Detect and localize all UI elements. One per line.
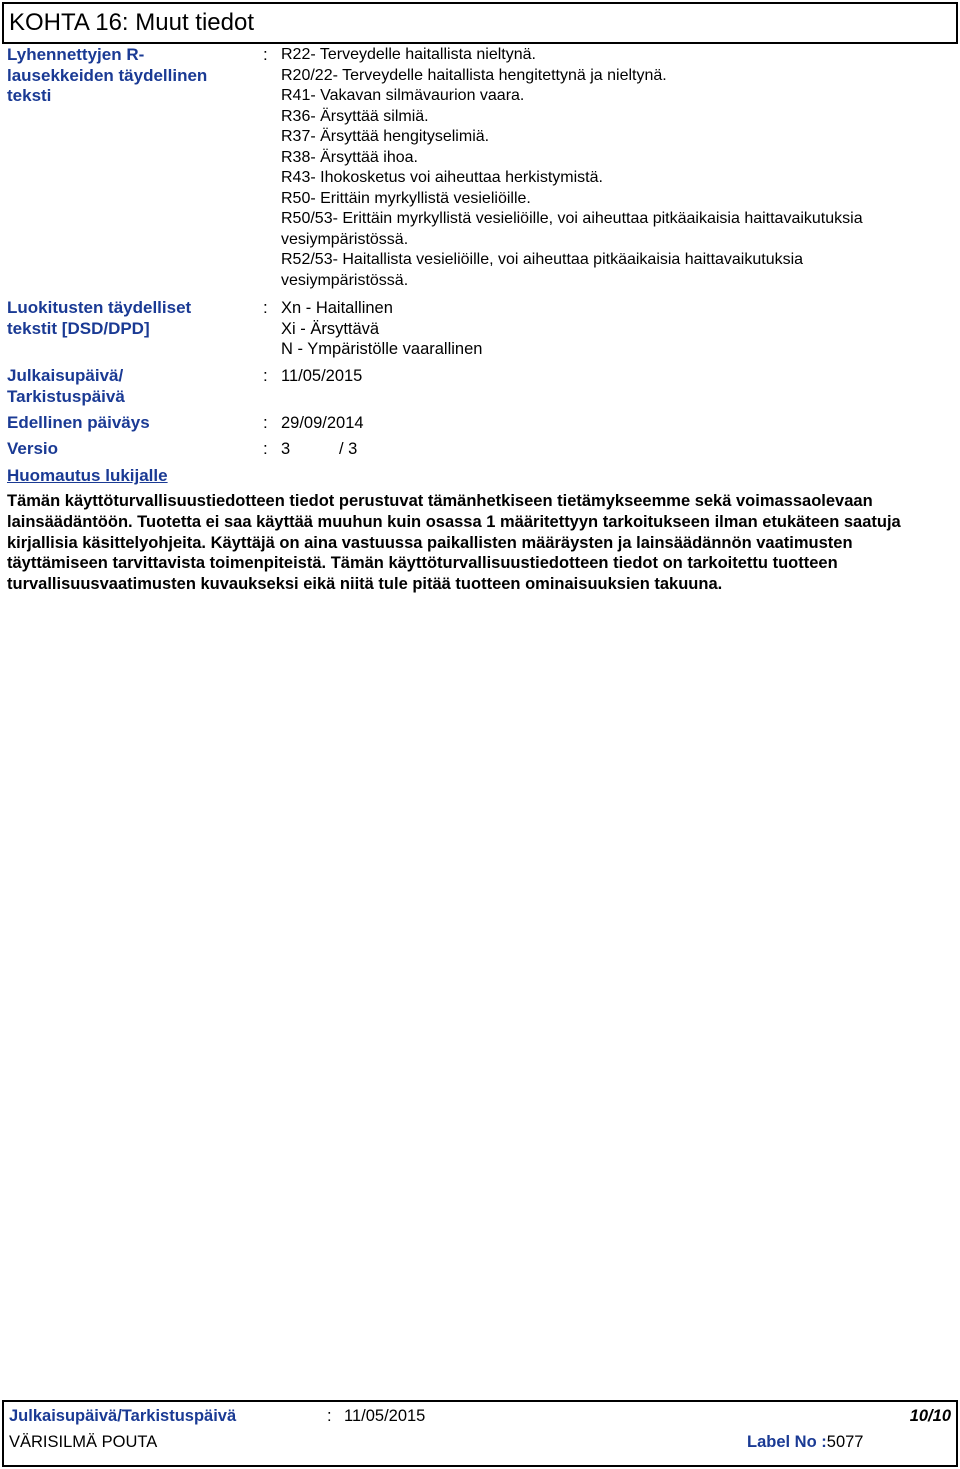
page-footer	[2, 1400, 958, 1467]
product-name: VÄRISILMÄ POUTA	[9, 1433, 158, 1451]
footer-colon: :	[327, 1407, 332, 1425]
r-phrase-line: vesiympäristössä.	[281, 271, 409, 289]
issue-date-label-line: Julkaisupäivä/	[7, 366, 124, 385]
classifications-label-line: Luokitusten täydelliset	[7, 298, 192, 317]
r-phrases-colon: :	[263, 45, 268, 64]
classifications-colon: :	[263, 298, 268, 317]
r-phrases-label	[7, 45, 247, 107]
version-label: Versio	[7, 439, 59, 458]
issue-date-colon: :	[263, 366, 268, 385]
label-number-key: Label No :	[747, 1433, 827, 1451]
label-number-value: 5077	[826, 1433, 864, 1451]
r-phrase-line: R22- Terveydelle haitallista nieltynä.	[281, 46, 536, 63]
footer-date: 11/05/2015	[344, 1407, 426, 1425]
r-phrases-label-line: Lyhennettyjen R-	[7, 45, 145, 64]
notice-to-reader-heading: Huomautus lukijalle	[7, 466, 168, 485]
r-phrase-line: R52/53- Haitallista vesieliöille, voi aiheuttaa pitkäaikaisia haittavaikutuksia	[281, 251, 804, 268]
r-phrase-line: R38- Ärsyttää ihoa.	[281, 148, 418, 166]
classifications-value	[281, 298, 941, 360]
classifications-label	[7, 298, 247, 339]
r-phrases-value	[281, 45, 941, 291]
previous-date-value: 29/09/2014	[281, 414, 364, 432]
classification-line: N - Ympäristölle vaarallinen	[281, 340, 483, 358]
issue-date-label-line: Tarkistuspäivä	[7, 386, 125, 406]
label-number	[747, 1433, 863, 1452]
classification-line: Xi - Ärsyttävä	[281, 319, 380, 338]
classifications-label-line: tekstit [DSD/DPD]	[7, 318, 150, 338]
previous-date-label: Edellinen päiväys	[7, 413, 150, 432]
footer-date-label: Julkaisupäivä/Tarkistuspäivä	[9, 1407, 237, 1425]
version-colon: :	[263, 439, 268, 458]
version-total: / 3	[339, 440, 358, 458]
r-phrase-line: R36- Ärsyttää silmiä.	[281, 107, 429, 125]
r-phrases-label-line: lausekkeiden täydellinen	[7, 65, 208, 85]
version-value: 3	[281, 440, 291, 458]
r-phrase-line: R37- Ärsyttää hengityselimiä.	[281, 128, 490, 145]
r-phrase-line: R43- Ihokosketus voi aiheuttaa herkistymistä.	[281, 169, 603, 186]
r-phrases-label-line: teksti	[7, 86, 52, 105]
r-phrase-line: R20/22- Terveydelle haitallista hengitettynä ja nieltynä.	[281, 66, 667, 84]
r-phrase-line: vesiympäristössä.	[281, 230, 409, 248]
classification-line: Xn - Haitallinen	[281, 299, 393, 317]
r-phrase-line: R50- Erittäin myrkyllistä vesieliöille.	[281, 189, 531, 207]
page-number: 10/10	[909, 1407, 951, 1425]
issue-date-label	[7, 366, 247, 407]
section-title: KOHTA 16: Muut tiedot	[9, 9, 255, 36]
r-phrase-line: R41- Vakavan silmävaurion vaara.	[281, 87, 525, 104]
previous-date-colon: :	[263, 413, 268, 432]
disclaimer-text: Tämän käyttöturvallisuustiedotteen tiedot perustuvat tämänhetkiseen tietämykseemme sekä voimassaolevaan lainsäädäntöön. Tuotetta ei saa käyttää muuhun kuin osassa 1 määritettyyn tarkoitukseen ilman etukäteen saatuja kirjallisia käsittelyohjeita. Käyttäjä on aina vastuussa paikallisten määräysten ja lainsäädännön vaatimusten täyttämiseen tarvittavista toimenpiteistä. Tämän käyttöturvallisuustiedotteen tiedot on tarkoitettu tuotteen turvallisuusvaatimusten kuvaukseksi eikä niitä tule pitää tuotteen ominaisuuksien takuuna.	[7, 492, 901, 594]
issue-date-value: 11/05/2015	[281, 367, 363, 385]
section-header	[2, 2, 958, 44]
r-phrase-line: R50/53- Erittäin myrkyllistä vesieliöille, voi aiheuttaa pitkäaikaisia haittavaikutuksia	[281, 210, 863, 227]
